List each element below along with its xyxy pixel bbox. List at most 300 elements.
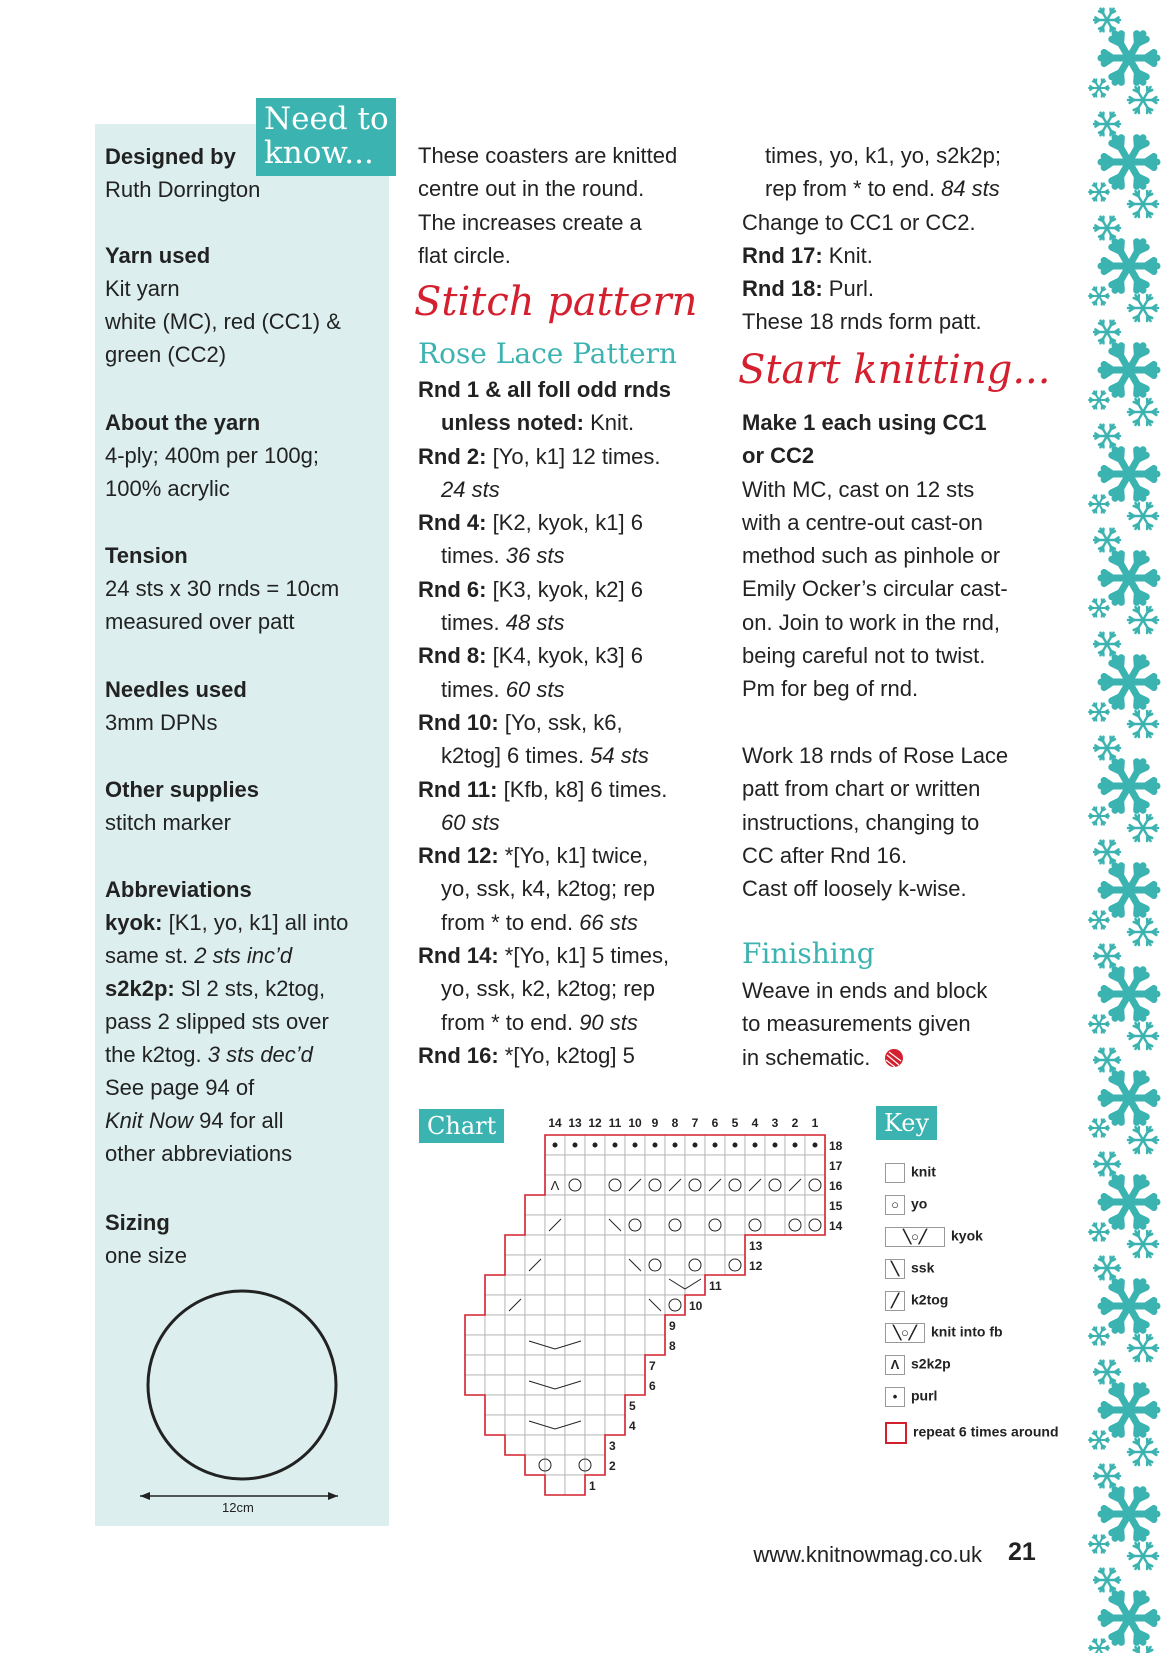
- repeat-box-icon: [885, 1422, 907, 1444]
- round-text: times.: [441, 610, 506, 636]
- chart-cell: [605, 1315, 625, 1335]
- chart-cell: [625, 1195, 645, 1215]
- chart-cell: [485, 1415, 505, 1435]
- row-number: 9: [669, 1319, 676, 1333]
- chart-cell: [565, 1155, 585, 1175]
- snowflake-icon: [1089, 391, 1109, 408]
- purl-mark: [773, 1143, 778, 1148]
- chart-cell: [605, 1155, 625, 1175]
- chart-cell: [545, 1415, 565, 1435]
- chart-cell: [465, 1315, 485, 1335]
- kfb-icon: ╲○╱: [885, 1323, 925, 1343]
- round-text: yo, ssk, k2, k2tog; rep: [441, 976, 655, 1002]
- snowflake-icon: [1094, 841, 1120, 864]
- chart-cell: [545, 1235, 565, 1255]
- pattern-line: [418, 706, 728, 739]
- text-line: with a centre-out cast-on: [742, 509, 983, 535]
- text-line: instructions, changing to: [742, 809, 980, 835]
- chart-cell: [505, 1375, 525, 1395]
- pattern-line: [418, 473, 728, 506]
- chart-cell: [665, 1295, 685, 1315]
- snowflake-icon: [1089, 1119, 1109, 1136]
- chart-cell: [545, 1315, 565, 1335]
- snowflake-icon: [1094, 633, 1120, 656]
- start-knitting-heading: Start knitting...: [738, 347, 1051, 393]
- chart-cell: [625, 1315, 645, 1335]
- snowflake-icon: [1089, 911, 1109, 928]
- chart-cell: [565, 1255, 585, 1275]
- round-label: Rnd 8:: [418, 643, 487, 669]
- chart-cell: [705, 1195, 725, 1215]
- section-heading: About the yarn: [105, 410, 261, 435]
- pattern-line: [742, 239, 1062, 272]
- chart-cell: [585, 1195, 605, 1215]
- row-number: 2: [609, 1459, 616, 1473]
- snowflake-icon: [1101, 1490, 1157, 1539]
- chart-cell: [525, 1355, 545, 1375]
- chart-cell: [565, 1435, 585, 1455]
- snowflake-icon: [1128, 607, 1158, 633]
- round-label: Rnd 14:: [418, 943, 499, 969]
- chart-cell: [705, 1235, 725, 1255]
- purl-mark: [633, 1143, 638, 1148]
- snowflake-icon: [1089, 1535, 1109, 1552]
- chart-cell: [585, 1235, 605, 1255]
- section-text: 4-ply; 400m per 100g;: [105, 443, 320, 468]
- snowflake-icon: [1101, 1282, 1157, 1331]
- snowflake-icon: [1128, 1335, 1158, 1361]
- key-label-text: k2tog: [911, 1291, 949, 1308]
- see-page-text: See page 94 of: [105, 1075, 255, 1100]
- chart-cell: [705, 1215, 725, 1235]
- see-page-text: 94 for all: [193, 1108, 284, 1133]
- abbrev-def: the k2tog.: [105, 1042, 208, 1067]
- round-text: times.: [441, 543, 506, 569]
- chart-cell: [625, 1355, 645, 1375]
- section-text: Kit yarn: [105, 276, 180, 301]
- purl-mark: [573, 1143, 578, 1148]
- snowflake-icon: [1101, 866, 1157, 915]
- chart-cell: [725, 1195, 745, 1215]
- chart-cell: [725, 1215, 745, 1235]
- section-heading: Yarn used: [105, 243, 211, 268]
- chart-cell: [545, 1335, 565, 1355]
- chart-cell: [625, 1235, 645, 1255]
- chart-cell: [785, 1215, 805, 1235]
- needles-section: [105, 673, 395, 739]
- key-label-text: repeat 6 times around: [913, 1423, 1059, 1440]
- pattern-line: [418, 606, 728, 639]
- section-text: measured over patt: [105, 609, 295, 634]
- chart-cell: [585, 1215, 605, 1235]
- stitch-pattern-heading: Stitch pattern: [414, 279, 698, 325]
- round-text: times.: [441, 676, 506, 702]
- key-item-knit: [885, 1163, 936, 1183]
- chart-cell: [545, 1295, 565, 1315]
- make-heading: Make 1 each using CC1: [742, 410, 987, 435]
- chart-cell: [745, 1155, 765, 1175]
- section-heading: Abbreviations: [105, 877, 252, 902]
- snowflake-icon: [1128, 815, 1158, 841]
- pattern-line: [418, 506, 728, 539]
- abbrev-term: s2k2p:: [105, 976, 175, 1001]
- arrow-right-icon: [328, 1492, 338, 1500]
- chart-cell: [725, 1255, 745, 1275]
- text-line: These coasters are knitted: [418, 143, 678, 168]
- chart-cell: [645, 1235, 665, 1255]
- round-label: Rnd 18:: [742, 276, 823, 302]
- stitch-count: 60 sts: [441, 809, 500, 835]
- snowflake-icon: [1101, 450, 1157, 499]
- row-number: 13: [749, 1239, 763, 1253]
- chart-cell: [505, 1435, 525, 1455]
- chart-cell: [585, 1175, 605, 1195]
- snowflake-icon: [1101, 242, 1157, 291]
- row-number: 3: [609, 1439, 616, 1453]
- finishing-heading: Finishing: [742, 937, 875, 970]
- column-number: 2: [791, 1116, 799, 1130]
- pattern-line: [418, 1039, 728, 1072]
- chart-cell: [525, 1215, 545, 1235]
- chart-cell: [665, 1235, 685, 1255]
- text-line: flat circle.: [418, 242, 511, 268]
- snowflake-icon: [1101, 554, 1157, 603]
- chart-cell: [565, 1395, 585, 1415]
- round-text: rep from * to end.: [765, 176, 942, 202]
- chart-cell: [565, 1215, 585, 1235]
- chart-cell: [725, 1155, 745, 1175]
- stitch-count: 24 sts: [441, 476, 500, 502]
- section-heading: Sizing: [105, 1210, 170, 1235]
- pattern-line: [418, 872, 728, 905]
- column-number: 10: [628, 1116, 642, 1130]
- round-label: Rnd 4:: [418, 510, 487, 536]
- round-label: Rnd 12:: [418, 843, 499, 869]
- chart-cell: [525, 1295, 545, 1315]
- snowflake-icon: [1128, 295, 1158, 321]
- pattern-line: [418, 406, 728, 439]
- chart-cell: [605, 1235, 625, 1255]
- chart-label: Chart: [419, 1109, 504, 1143]
- coaster-schematic: [130, 1282, 350, 1522]
- chart-cell: [565, 1235, 585, 1255]
- website-url: www.knitnowmag.co.uk: [753, 1542, 982, 1567]
- text-line: Emily Ocker’s circular cast-: [742, 576, 1008, 602]
- chart-cell: [545, 1455, 565, 1475]
- pattern-line: [418, 939, 728, 972]
- row-number: 6: [649, 1379, 656, 1393]
- chart-cell: [545, 1355, 565, 1375]
- row-number: 11: [709, 1279, 722, 1293]
- page-number: 21: [1008, 1538, 1036, 1566]
- chart-cell: [685, 1255, 705, 1275]
- chart-cell: [805, 1215, 825, 1235]
- chart-cell: [485, 1295, 505, 1315]
- round-text: from * to end.: [441, 1009, 580, 1035]
- chart-cell: [625, 1375, 645, 1395]
- row-number: 18: [829, 1139, 843, 1153]
- designer-section: [105, 140, 395, 206]
- pattern-line: [418, 1006, 728, 1039]
- row-number: 4: [629, 1419, 636, 1433]
- yarn-ball-icon: [883, 1047, 905, 1069]
- chart-cell: [505, 1335, 525, 1355]
- column-number: 9: [651, 1116, 659, 1130]
- chart-cell: [505, 1235, 525, 1255]
- chart-cell: [485, 1395, 505, 1415]
- purl-mark: [593, 1143, 598, 1148]
- chart-cell: [505, 1255, 525, 1275]
- round-text: Change to CC1 or CC2.: [742, 209, 976, 235]
- text-line: method such as pinhole or: [742, 543, 1001, 569]
- snowflake-icon: [1094, 737, 1120, 760]
- snowflake-icon: [1101, 658, 1157, 707]
- column-number: 14: [548, 1116, 562, 1130]
- stitch-count: 60 sts: [505, 676, 565, 702]
- finishing-text: [742, 974, 1062, 1074]
- key-item-yo: [885, 1195, 927, 1215]
- snowflake-icon: [1089, 495, 1109, 512]
- round-label: Rnd 10:: [418, 709, 499, 735]
- chart-cell: [505, 1415, 525, 1435]
- abbrev-note: 3 sts dec’d: [207, 1042, 313, 1067]
- stitch-count: 36 sts: [505, 543, 565, 569]
- column-number: 11: [608, 1116, 622, 1130]
- section-heading: Tension: [105, 543, 188, 568]
- chart-cell: [725, 1235, 745, 1255]
- see-page-text: other abbreviations: [105, 1141, 293, 1166]
- chart-cell: [665, 1155, 685, 1175]
- pattern-line: [742, 305, 1062, 338]
- snowflake-icon: [1128, 87, 1158, 113]
- column-number: 5: [731, 1116, 739, 1130]
- chart-cell: [465, 1375, 485, 1395]
- snowflake-icon: [1089, 703, 1109, 720]
- chart-cell: [645, 1175, 665, 1195]
- section-text: 100% acrylic: [105, 476, 230, 501]
- magazine-name: Knit Now: [105, 1108, 194, 1133]
- abbrev-def: pass 2 slipped sts over: [105, 1009, 329, 1034]
- round-label: unless noted:: [441, 410, 585, 436]
- stitch-count: 66 sts: [579, 909, 638, 935]
- intro-text: [418, 139, 728, 272]
- text-line: Weave in ends and block: [742, 978, 988, 1003]
- abbrev-note: 2 sts inc’d: [194, 943, 293, 968]
- make-heading: or CC2: [742, 443, 815, 469]
- chart-cell: [625, 1335, 645, 1355]
- snowflake-icon: [1128, 1439, 1158, 1465]
- snowflake-icon: [1101, 970, 1157, 1019]
- purl-icon: •: [885, 1387, 905, 1407]
- text-line: centre out in the round.: [418, 176, 645, 202]
- row-number: 8: [669, 1339, 676, 1353]
- chart-cell: [685, 1215, 705, 1235]
- snowflake-icon: [1128, 1127, 1158, 1153]
- key-label-text: knit: [911, 1163, 936, 1180]
- chart-cell: [665, 1215, 685, 1235]
- snowflake-icon: [1094, 1569, 1120, 1592]
- snowflake-icon: [1094, 1465, 1120, 1488]
- snowflake-icon: [1101, 138, 1157, 187]
- key-label-text: kyok: [951, 1227, 983, 1244]
- kyok-icon: ╲○╱: [885, 1227, 945, 1247]
- row-number: 5: [629, 1399, 636, 1413]
- column-number: 7: [691, 1116, 699, 1130]
- key-item-kfb: [885, 1323, 1003, 1343]
- round-label: Rnd 17:: [742, 242, 823, 268]
- snowflake-icon: [1089, 1015, 1109, 1032]
- chart-cell: [805, 1155, 825, 1175]
- column-number: 8: [671, 1116, 679, 1130]
- snowflake-icon: [1089, 1431, 1109, 1448]
- chart-cell: [565, 1195, 585, 1215]
- key-label-text: yo: [911, 1195, 928, 1212]
- round-label: Rnd 1 & all foll odd rnds: [418, 377, 671, 402]
- chart-cell: [785, 1195, 805, 1215]
- chart-cell: [665, 1275, 685, 1295]
- text-line: in schematic.: [742, 1044, 871, 1070]
- chart-cell: [585, 1275, 605, 1295]
- round-text: [K4, kyok, k3] 6: [486, 643, 643, 669]
- chart-cell: [545, 1255, 565, 1275]
- chart-cell: [805, 1175, 825, 1195]
- tension-section: [105, 539, 395, 638]
- pattern-line: [418, 639, 728, 672]
- text-line: Cast off loosely k-wise.: [742, 876, 967, 902]
- key-item-repeat: [885, 1422, 1059, 1444]
- stitch-count: 84 sts: [941, 176, 1000, 202]
- chart-cell: [565, 1355, 585, 1375]
- chart-cell: [645, 1215, 665, 1235]
- chart-cell: [685, 1195, 705, 1215]
- instructions-text: [742, 406, 1062, 905]
- text-line: The increases create a: [418, 209, 642, 235]
- snowflake-icon: [1128, 191, 1158, 217]
- pattern-rounds-cont: [742, 139, 1062, 339]
- snowflake-icon: [1089, 183, 1109, 200]
- chart-cell: [525, 1395, 545, 1415]
- snowflake-icon: [1101, 1074, 1157, 1123]
- snowflake-icon: [1101, 1386, 1157, 1435]
- chart-cell: [605, 1375, 625, 1395]
- knit-icon: [885, 1163, 905, 1183]
- arrow-left-icon: [140, 1492, 150, 1500]
- section-text: Ruth Dorrington: [105, 177, 261, 202]
- chart-cell: [605, 1335, 625, 1355]
- purl-mark: [733, 1143, 738, 1148]
- chart-cell: [585, 1255, 605, 1275]
- key-label-text: knit into fb: [931, 1323, 1003, 1340]
- snowflake-icon: [1094, 1361, 1120, 1384]
- key-label-text: s2k2p: [911, 1355, 951, 1372]
- chart-cell: [625, 1275, 645, 1295]
- chart-cell: [465, 1335, 485, 1355]
- text-line: being careful not to twist.: [742, 643, 986, 669]
- round-text: *[Yo, k1] twice,: [498, 843, 649, 869]
- chart-cell: [645, 1155, 665, 1175]
- chart-cell: [505, 1315, 525, 1335]
- snowflake-icon: [1094, 425, 1120, 448]
- round-text: *[Yo, k1] 5 times,: [498, 943, 670, 969]
- chart-cell: [565, 1295, 585, 1315]
- snowflake-icon: [1101, 1594, 1157, 1643]
- snowflake-icon: [1101, 1178, 1157, 1227]
- abbrev-def: same st.: [105, 943, 195, 968]
- chart-cell: [605, 1255, 625, 1275]
- round-text: yo, ssk, k4, k2tog; rep: [441, 876, 655, 902]
- chart-cell: [685, 1235, 705, 1255]
- pattern-line: [418, 972, 728, 1005]
- round-text: Purl.: [822, 276, 875, 302]
- purl-mark: [713, 1143, 718, 1148]
- supplies-section: [105, 773, 395, 839]
- chart-cell: [485, 1355, 505, 1375]
- round-text: [K3, kyok, k2] 6: [486, 576, 643, 602]
- chart-cell: [585, 1395, 605, 1415]
- chart-cell: [765, 1155, 785, 1175]
- purl-mark: [793, 1143, 798, 1148]
- row-number: 10: [689, 1299, 703, 1313]
- pattern-line: [742, 139, 1062, 172]
- snowflake-icon: [1128, 711, 1158, 737]
- chart-cell: [705, 1255, 725, 1275]
- column-number: 4: [751, 1116, 759, 1130]
- chart-cell: [605, 1275, 625, 1295]
- round-text: [Yo, ssk, k6,: [498, 709, 623, 735]
- snowflake-icon: [1094, 529, 1120, 552]
- chart-cell: [525, 1195, 545, 1215]
- chart-cell: [605, 1295, 625, 1315]
- chart-cell: [645, 1255, 665, 1275]
- rose-lace-subheading: Rose Lace Pattern: [418, 337, 677, 370]
- about-yarn-section: [105, 406, 395, 505]
- chart-cell: [585, 1295, 605, 1315]
- pattern-line: [418, 673, 728, 706]
- snowflake-icon: [1089, 1223, 1109, 1240]
- snowflake-icon: [1089, 79, 1109, 96]
- key-item-purl: [885, 1387, 937, 1407]
- section-heading: Other supplies: [105, 777, 260, 802]
- column-number: 12: [588, 1116, 602, 1130]
- purl-mark: [753, 1143, 758, 1148]
- text-line: Pm for beg of rnd.: [742, 676, 919, 702]
- abbrev-def: [K1, yo, k1] all into: [162, 910, 349, 935]
- dimension-label: 12cm: [222, 1500, 254, 1515]
- section-text: 24 sts x 30 rnds = 10cm: [105, 576, 340, 601]
- chart-cell: [565, 1455, 585, 1475]
- round-label: Rnd 6:: [418, 576, 487, 602]
- snowflake-icon: [1089, 287, 1109, 304]
- snowflake-icon: [1128, 1231, 1158, 1257]
- round-text: *[Yo, k2tog] 5: [498, 1042, 635, 1068]
- section-text: 3mm DPNs: [105, 710, 218, 735]
- chart-cell: [565, 1275, 585, 1295]
- chart-cell: [485, 1275, 505, 1295]
- round-text: [K2, kyok, k1] 6: [486, 510, 643, 536]
- snowflake-icon: [1094, 1049, 1120, 1072]
- snowflake-icon: [1089, 599, 1109, 616]
- snowflake-icon: [1094, 321, 1120, 344]
- snowflake-icon: [1128, 503, 1158, 529]
- lace-chart: [460, 1105, 860, 1505]
- snowflake-icon: [1094, 9, 1120, 32]
- chart-cell: [645, 1275, 665, 1295]
- pattern-line: [418, 573, 728, 606]
- chart-cell: [545, 1395, 565, 1415]
- snowflake-icon: [1128, 1543, 1158, 1569]
- key-item-kyok: [885, 1227, 983, 1247]
- chart-cell: [805, 1195, 825, 1215]
